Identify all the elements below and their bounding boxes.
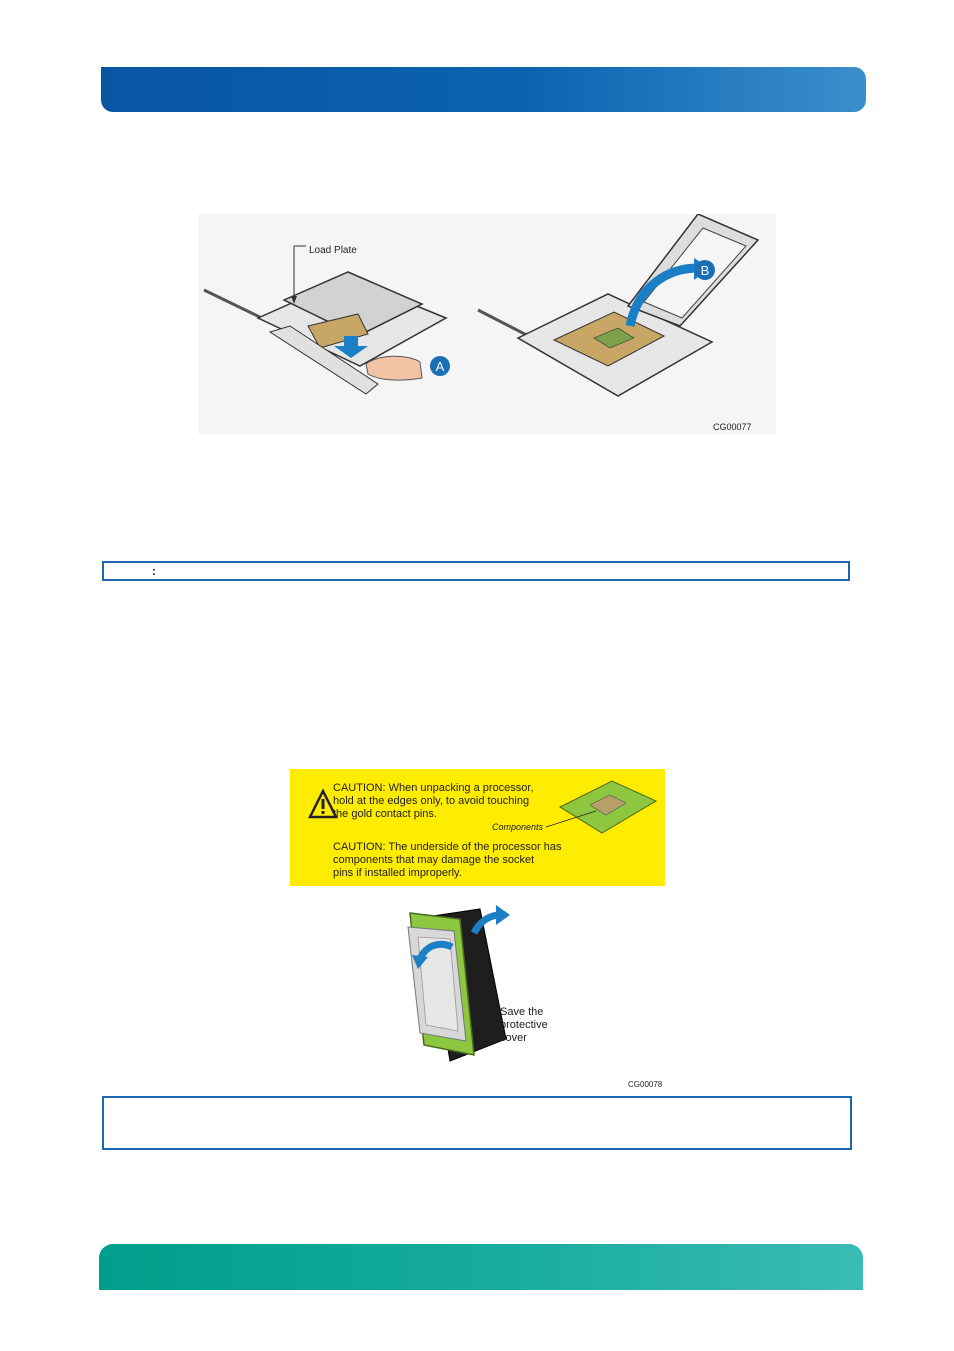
save-cover-line3: cover — [500, 1032, 527, 1044]
caution2-line2: components that may damage the socket — [333, 854, 535, 866]
caution2-line1: CAUTION: The underside of the processor has — [333, 841, 562, 853]
note-box-bottom — [102, 1096, 852, 1150]
figure-processor-caution — [290, 769, 665, 1091]
processor-illustration — [290, 769, 665, 1091]
footer-bar — [99, 1244, 863, 1290]
caution1-line3: the gold contact pins. — [333, 808, 437, 820]
socket-illustration — [198, 214, 776, 434]
save-cover-line2: protective — [500, 1019, 548, 1031]
note-box — [102, 561, 850, 581]
components-label: Components — [492, 822, 544, 832]
caution1-line1: CAUTION: When unpacking a processor, — [333, 782, 534, 794]
figure2-code: CG00078 — [628, 1080, 663, 1089]
caution1-line2: hold at the edges only, to avoid touching — [333, 795, 530, 807]
note-colon: : — [152, 564, 156, 578]
save-cover-line1: Save the — [500, 1006, 544, 1018]
figure1-code: CG00077 — [713, 422, 752, 432]
load-plate-label: Load Plate — [309, 245, 357, 256]
caution2-line3: pins if installed improperly. — [333, 867, 462, 879]
figure-socket-open — [198, 214, 776, 434]
header-bar — [101, 67, 866, 112]
marker-b: B — [700, 263, 710, 278]
marker-a: A — [435, 359, 445, 374]
